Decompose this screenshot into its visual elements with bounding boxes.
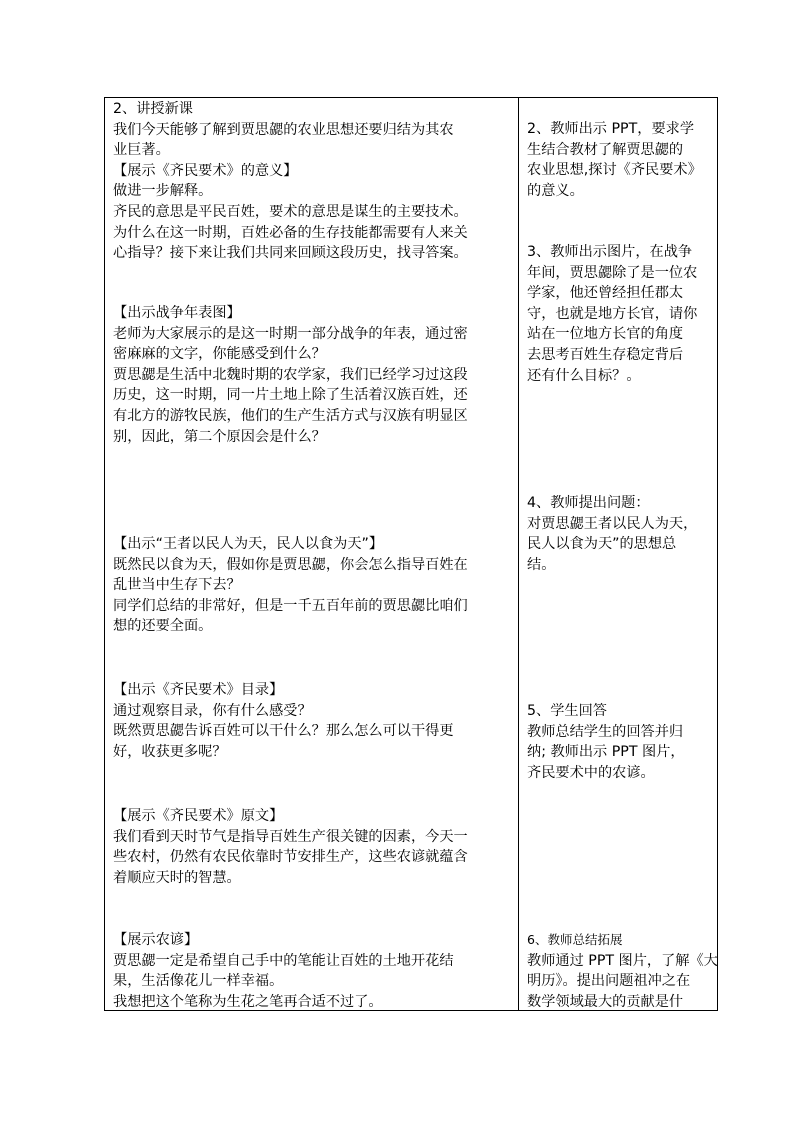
- text-line: 教师总结学生的回答并归: [527, 723, 684, 740]
- text-line: 齐民的意思是平民百姓，要术的意思是谋生的主要技术。: [113, 203, 468, 220]
- text-line: 【展示《齐民要术》的意义】: [113, 162, 298, 179]
- text-line: 教师通过 PPT 图片，了解《大: [527, 952, 718, 969]
- text-line: 齐民要术中的农谚。: [527, 764, 655, 781]
- activity-6: [527, 930, 718, 1010]
- text-line: 心指导？接下来让我们共同来回顾这段历史，找寻答案。: [113, 245, 468, 262]
- text-line: 密麻麻的文字，你能感受到什么？: [113, 346, 326, 363]
- text-line: 2、讲授新课: [113, 101, 193, 117]
- text-line: 业巨著。: [113, 142, 170, 159]
- text-line: 5、学生回答: [527, 703, 607, 719]
- block-war-timeline: [113, 303, 513, 447]
- text-line: 我们今天能够了解到贾思勰的农业思想还要归结为其农: [113, 121, 454, 138]
- text-line: 2、教师出示 PPT，要求学: [527, 121, 695, 137]
- text-line: 3、教师出示图片，在战争: [527, 244, 693, 260]
- text-line: 贾思勰一定是希望自己手中的笔能让百姓的土地开花结: [113, 952, 454, 969]
- text-line: 4、教师提出问题：: [527, 495, 650, 511]
- text-line: 年间，贾思勰除了是一位农: [527, 264, 698, 281]
- text-line: 数学领域最大的贡献是什: [527, 993, 684, 1010]
- text-line: 好，收获更多呢？: [113, 743, 227, 760]
- text-line: 同学们总结的非常好，但是一千五百年前的贾思勰比咱们: [113, 597, 468, 614]
- text-line: 纳; 教师出示 PPT 图片，: [527, 744, 685, 761]
- text-line: 做进一步解释。: [113, 183, 213, 200]
- text-line: 些农村，仍然有农民依靠时节安排生产，这些农谚就蕴含: [113, 849, 468, 866]
- text-line: 【展示《齐民要术》原文】: [113, 808, 284, 824]
- text-line: 乱世当中生存下去？: [113, 577, 241, 594]
- text-line: 通过观察目录，你有什么感受？: [113, 702, 312, 719]
- text-line: 既然民以食为天，假如你是贾思勰，你会怎么指导百姓在: [113, 556, 468, 573]
- text-line: 明历》。提出问题祖冲之在: [527, 973, 691, 990]
- text-line: 为什么在这一时期，百姓必备的生存技能都需要有人来关: [113, 224, 468, 241]
- text-line: 【出示战争年表图】: [113, 305, 241, 321]
- text-line: 【出示“王者以民人为天，民人以食为天”】: [113, 536, 384, 552]
- text-line: 【出示《齐民要术》目录】: [113, 682, 284, 698]
- text-line: 的意义。: [527, 182, 584, 199]
- block-proverbs: [113, 930, 513, 1010]
- text-line: 【展示农谚】: [113, 932, 199, 948]
- text-line: 结。: [527, 556, 556, 573]
- text-line: 生结合教材了解贾思勰的: [527, 141, 684, 158]
- text-line: 我想把这个笔称为生花之笔再合适不过了。: [113, 993, 383, 1010]
- text-line: 民人以食为天”的思想总: [527, 536, 677, 553]
- text-line: 我们看到天时节气是指导百姓生产很关键的因素，今天一: [113, 828, 468, 845]
- activity-2: [527, 119, 715, 201]
- block-new-lesson: [113, 99, 513, 264]
- activity-4: [527, 493, 715, 575]
- activity-3: [527, 242, 715, 386]
- text-line: 贾思勰是生活中北魏时期的农学家，我们已经学习过这段: [113, 366, 468, 383]
- text-line: 既然贾思勰告诉百姓可以干什么？那么怎么可以干得更: [113, 723, 454, 740]
- text-line: 还有什么目标？。: [527, 367, 641, 384]
- activity-5: [527, 701, 715, 783]
- text-line: 果，生活像花儿一样幸福。: [113, 973, 284, 990]
- text-line: 别，因此，第二个原因会是什么？: [113, 428, 326, 445]
- text-line: 老师为大家展示的是这一时期一部分战争的年表，通过密: [113, 325, 468, 342]
- text-line: 历史，这一时期，同一片土地上除了生活着汉族百姓，还: [113, 387, 468, 404]
- text-line: 学家，他还曾经担任郡太: [527, 285, 684, 302]
- block-contents: [113, 680, 513, 762]
- text-line: 守，也就是地方长官，请你: [527, 305, 698, 322]
- text-line: 有北方的游牧民族，他们的生产生活方式与汉族有明显区: [113, 407, 468, 424]
- text-line: 着顺应天时的智慧。: [113, 869, 241, 886]
- text-line: 去思考百姓生存稳定背后: [527, 346, 684, 363]
- block-original-text: [113, 806, 513, 888]
- text-line: 站在一位地方长官的角度: [527, 326, 684, 343]
- block-food-quote: [113, 534, 513, 637]
- teaching-content-column: [105, 98, 517, 1010]
- text-line: 想的还要全面。: [113, 618, 213, 635]
- text-line: 6、教师总结拓展: [527, 932, 623, 947]
- lesson-table: [104, 97, 718, 1011]
- text-line: 对贾思勰王者以民人为天，: [527, 515, 698, 532]
- text-line: 农业思想,探讨《齐民要术》: [527, 162, 702, 179]
- teacher-activity-column: [519, 98, 718, 1010]
